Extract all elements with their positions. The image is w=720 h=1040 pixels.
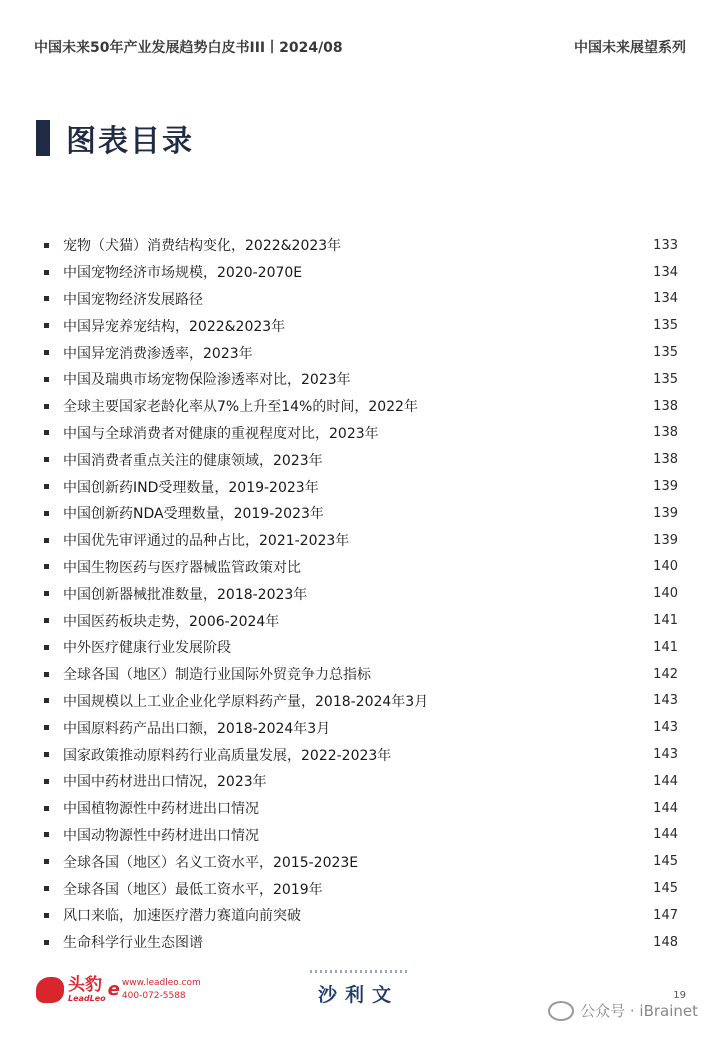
toc-item-page: 139 [653, 479, 678, 495]
bullet-icon [44, 350, 49, 355]
toc-item[interactable] [44, 393, 678, 420]
toc-item-label: 全球各国（地区）最低工资水平，2019年 [63, 881, 323, 898]
bullet-icon [44, 832, 49, 837]
toc-item-page: 134 [653, 264, 678, 280]
title-accent-bar [36, 120, 50, 156]
toc-item[interactable] [44, 366, 678, 393]
bullet-icon [44, 564, 49, 569]
bullet-icon [44, 725, 49, 730]
bullet-icon [44, 430, 49, 435]
bullet-icon [44, 511, 49, 516]
bullet-icon [44, 377, 49, 382]
toc-item-label: 全球主要国家老龄化率从7%上升至14%的时间，2022年 [63, 399, 418, 416]
wechat-icon [548, 1001, 574, 1021]
toc-item[interactable] [44, 232, 678, 259]
toc-item[interactable] [44, 554, 678, 581]
toc-item[interactable] [44, 902, 678, 929]
toc-item-label: 中国优先审评通过的品种占比，2021-2023年 [63, 533, 350, 550]
toc-item[interactable] [44, 420, 678, 447]
toc-item-label: 中国创新药NDA受理数量，2019-2023年 [63, 506, 324, 523]
watermark-text: 公众号 · iBrainet [580, 1002, 698, 1020]
toc-item-page: 139 [653, 532, 678, 548]
toc-item-label: 中国异宠养宠结构，2022&2023年 [63, 318, 286, 335]
toc-list [44, 232, 678, 956]
leopard-icon [36, 977, 64, 1003]
header-right-text: 中国未来展望系列 [574, 40, 686, 56]
page-title: 图表目录 [66, 124, 194, 159]
toc-item-label: 中国消费者重点关注的健康领域，2023年 [63, 452, 323, 469]
toc-item-label: 风口来临，加速医疗潜力赛道向前突破 [63, 908, 301, 925]
page-header [34, 36, 686, 58]
toc-item-label: 中国动物源性中药材进出口情况 [63, 827, 259, 844]
toc-item-page: 147 [653, 907, 678, 923]
toc-item-page: 140 [653, 559, 678, 575]
frost-sullivan-logo: 沙利文 [318, 984, 400, 1006]
bullet-icon [44, 779, 49, 784]
toc-item[interactable] [44, 580, 678, 607]
website-text: www.leadleo.com [121, 977, 201, 988]
toc-item[interactable] [44, 446, 678, 473]
toc-item-page: 143 [653, 720, 678, 736]
toc-item-label: 中国中药材进出口情况，2023年 [63, 774, 267, 791]
toc-item[interactable] [44, 768, 678, 795]
toc-item[interactable] [44, 339, 678, 366]
toc-item[interactable] [44, 312, 678, 339]
bullet-icon [44, 806, 49, 811]
toc-item-page: 138 [653, 398, 678, 414]
toc-item-page: 145 [653, 881, 678, 897]
page-number: 19 [673, 990, 686, 1001]
toc-item-page: 135 [653, 318, 678, 334]
toc-item-page: 144 [653, 827, 678, 843]
toc-item-page: 144 [653, 773, 678, 789]
bullet-icon [44, 913, 49, 918]
bullet-icon [44, 698, 49, 703]
leadleo-logo [36, 976, 201, 1003]
toc-item-page: 148 [653, 934, 678, 950]
bullet-icon [44, 886, 49, 891]
toc-item-label: 中国规模以上工业企业化学原料药产量，2018-2024年3月 [63, 693, 429, 710]
bullet-icon [44, 296, 49, 301]
bullet-icon [44, 323, 49, 328]
toc-item-label: 生命科学行业生态图谱 [63, 935, 203, 952]
bullet-icon [44, 618, 49, 623]
toc-item-label: 中国创新器械批准数量，2018-2023年 [63, 586, 308, 603]
toc-item-label: 中国宠物经济发展路径 [63, 291, 203, 308]
section-title [36, 116, 194, 160]
bullet-icon [44, 859, 49, 864]
decorative-dots [310, 970, 410, 973]
toc-item-page: 134 [653, 291, 678, 307]
bullet-icon [44, 270, 49, 275]
bullet-icon [44, 645, 49, 650]
toc-item[interactable] [44, 634, 678, 661]
toc-item[interactable] [44, 500, 678, 527]
toc-item[interactable] [44, 607, 678, 634]
bullet-icon [44, 457, 49, 462]
toc-item[interactable] [44, 286, 678, 313]
toc-item-label: 中国植物源性中药材进出口情况 [63, 801, 259, 818]
toc-item-label: 中国与全球消费者对健康的重视程度对比，2023年 [63, 425, 379, 442]
toc-item-label: 中国创新药IND受理数量，2019-2023年 [63, 479, 319, 496]
toc-item[interactable] [44, 527, 678, 554]
toc-item-page: 140 [653, 586, 678, 602]
logo-en-text: LeadLeo [68, 994, 106, 1003]
toc-item-page: 145 [653, 854, 678, 870]
wechat-watermark [548, 1000, 698, 1021]
toc-item-page: 143 [653, 747, 678, 763]
toc-item[interactable] [44, 741, 678, 768]
toc-item[interactable] [44, 714, 678, 741]
toc-item-label: 中国原料药产品出口额，2018-2024年3月 [63, 720, 331, 737]
bullet-icon [44, 672, 49, 677]
bullet-icon [44, 752, 49, 757]
toc-item-page: 138 [653, 425, 678, 441]
toc-item-label: 宠物（犬猫）消费结构变化，2022&2023年 [63, 238, 342, 255]
phone-text: 400-072-5588 [121, 990, 186, 1001]
page-footer [0, 968, 720, 1028]
toc-item-page: 141 [653, 613, 678, 629]
bullet-icon [44, 591, 49, 596]
bullet-icon [44, 484, 49, 489]
toc-item[interactable] [44, 795, 678, 822]
bullet-icon [44, 940, 49, 945]
toc-item[interactable] [44, 875, 678, 902]
toc-item-page: 138 [653, 452, 678, 468]
bullet-icon [44, 404, 49, 409]
toc-item-page: 142 [653, 666, 678, 682]
toc-item-label: 全球各国（地区）名义工资水平，2015-2023E [63, 854, 359, 871]
toc-item-label: 国家政策推动原料药行业高质量发展，2022-2023年 [63, 747, 392, 764]
logo-e-icon: e [107, 979, 120, 1000]
toc-item-page: 135 [653, 371, 678, 387]
toc-item-label: 全球各国（地区）制造行业国际外贸竞争力总指标 [63, 667, 371, 684]
header-left-text: 中国未来50年产业发展趋势白皮书III丨2024/08 [34, 40, 343, 56]
toc-item-label: 中外医疗健康行业发展阶段 [63, 640, 231, 657]
toc-item-label: 中国宠物经济市场规模，2020-2070E [63, 265, 303, 282]
toc-item-page: 141 [653, 639, 678, 655]
toc-item[interactable] [44, 848, 678, 875]
logo-cn-text: 头豹 [68, 975, 102, 995]
toc-item[interactable] [44, 473, 678, 500]
toc-item[interactable] [44, 259, 678, 286]
toc-item[interactable] [44, 661, 678, 688]
toc-item-page: 143 [653, 693, 678, 709]
contact-info [122, 977, 201, 1003]
toc-item-page: 133 [653, 237, 678, 253]
toc-item-page: 139 [653, 505, 678, 521]
toc-item[interactable] [44, 929, 678, 956]
toc-item-page: 144 [653, 800, 678, 816]
toc-item-label: 中国医药板块走势，2006-2024年 [63, 613, 280, 630]
bullet-icon [44, 243, 49, 248]
bullet-icon [44, 538, 49, 543]
toc-item[interactable] [44, 688, 678, 715]
toc-item[interactable] [44, 822, 678, 849]
toc-item-label: 中国及瑞典市场宠物保险渗透率对比，2023年 [63, 372, 351, 389]
toc-item-label: 中国异宠消费渗透率，2023年 [63, 345, 253, 362]
toc-item-page: 135 [653, 345, 678, 361]
toc-item-label: 中国生物医药与医疗器械监管政策对比 [63, 559, 301, 576]
